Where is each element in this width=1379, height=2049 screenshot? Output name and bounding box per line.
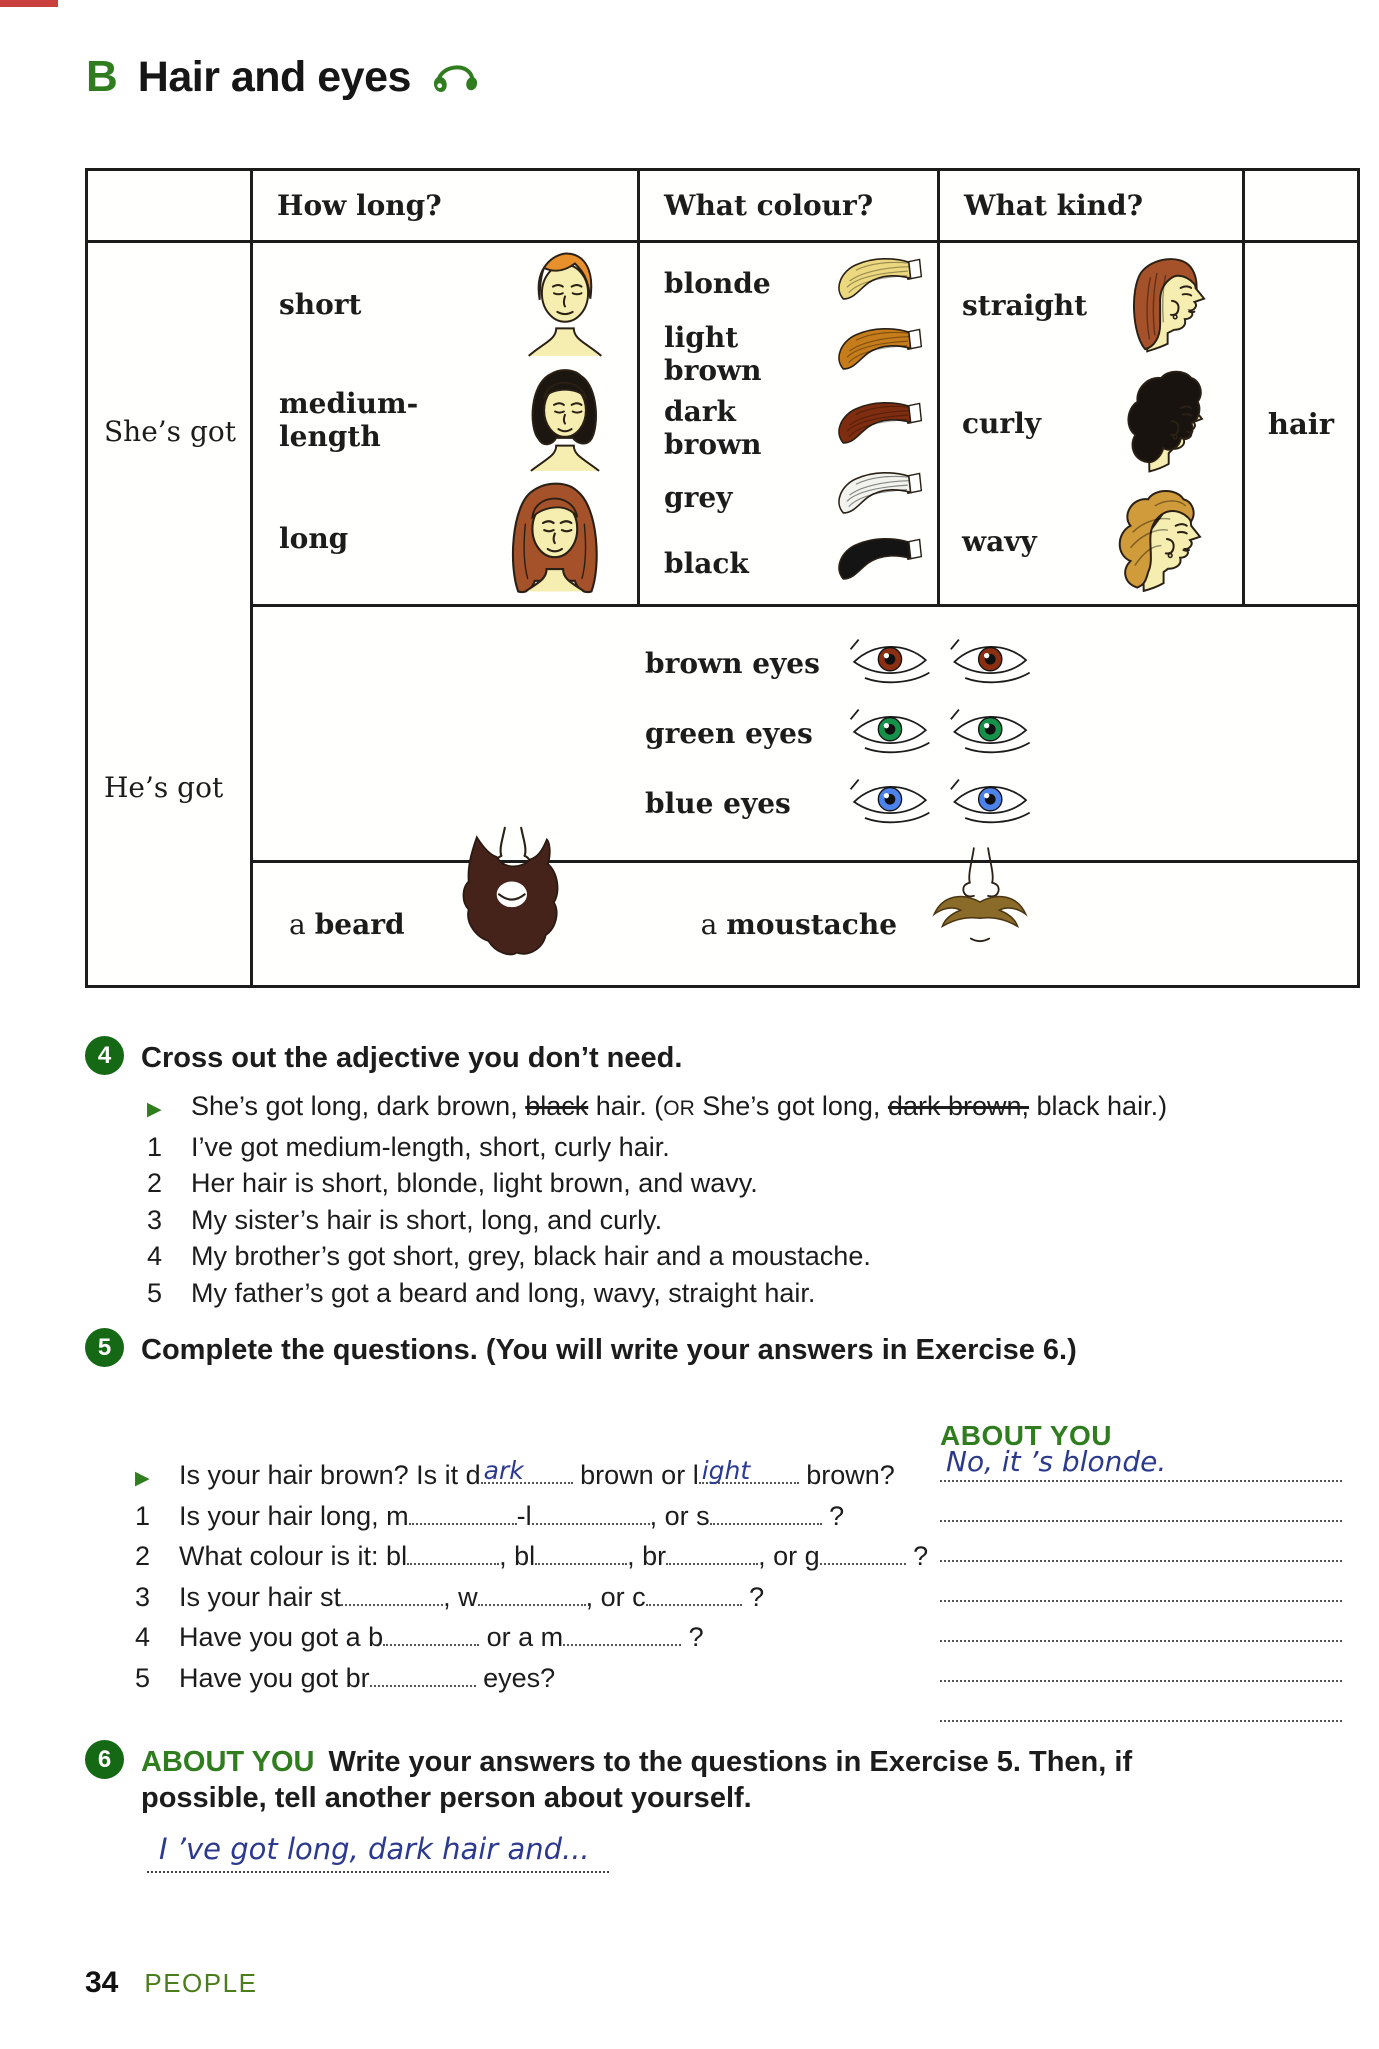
example-triangle-icon: ▶ xyxy=(147,1099,162,1120)
beard-illustration xyxy=(443,819,583,984)
fill-blank[interactable] xyxy=(820,1541,906,1565)
beard-label: a beard xyxy=(289,907,405,941)
colour-label-blonde: blonde xyxy=(664,267,771,301)
exercise-4-item-2: 2 Her hair is short, blonde, light brown, and wavy. xyxy=(147,1165,1305,1202)
kind-label-curly: curly xyxy=(962,406,1042,440)
question-text: Is your hair long, m -l , or s ? xyxy=(179,1500,845,1531)
scan-artifact xyxy=(0,0,58,7)
fill-blank[interactable] xyxy=(535,1541,627,1565)
exercise-4-title: Cross out the adjective you don’t need. xyxy=(141,1042,683,1074)
face-long-hair-illustration xyxy=(483,477,629,600)
colour-row-dark-brown xyxy=(664,395,927,461)
page-number: 34 xyxy=(85,1966,119,1999)
exercise-6-badge: 6 xyxy=(85,1740,124,1779)
fill-blank[interactable] xyxy=(409,1501,517,1525)
question-4: 4 Have you got a b or a m ? xyxy=(135,1622,704,1652)
column-what-kind xyxy=(940,243,1245,607)
handwritten-answer: No, it ’s blonde. xyxy=(946,1445,1167,1478)
item-text: My sister’s hair is short, long, and curly. xyxy=(191,1204,663,1235)
exercise-6-title: ABOUT YOU Write your answers to the questions in Exercise 5. Then, if possible, tell another person about yourself. xyxy=(141,1746,1133,1814)
fill-blank[interactable] xyxy=(341,1582,443,1606)
length-label-long: long xyxy=(279,522,349,555)
fill-blank[interactable] xyxy=(710,1501,822,1525)
face-medium-hair-illustration xyxy=(501,362,629,477)
fill-blank[interactable] xyxy=(699,1456,799,1485)
exercise-4-item-1: 1 I’ve got medium-length, short, curly hair. xyxy=(147,1129,1305,1166)
section-footer-label: PEOPLE xyxy=(144,1968,258,1998)
table-header-what-kind: What kind? xyxy=(940,171,1245,243)
exercise-5 xyxy=(85,1328,1379,1738)
item-text: I’ve got medium-length, short, curly hair. xyxy=(191,1131,670,1162)
section-letter: B xyxy=(86,52,118,101)
headphones-icon xyxy=(431,57,479,98)
kind-row-wavy xyxy=(962,483,1232,600)
fill-blank[interactable] xyxy=(370,1663,476,1687)
facial-hair-section xyxy=(253,863,1357,985)
vocab-table xyxy=(85,168,1360,988)
fill-blank[interactable] xyxy=(563,1622,681,1646)
answer-line-example[interactable] xyxy=(940,1442,1342,1482)
exercise-4-item-5: 5 My father’s got a beard and long, wavy, straight hair. xyxy=(147,1275,1305,1312)
answer-line-3[interactable] xyxy=(940,1562,1342,1602)
page-footer xyxy=(85,1966,257,2000)
colour-label-dark-brown: dark brown xyxy=(664,394,762,461)
question-text: Is your hair brown? Is it d ark brown or l ight brown? xyxy=(179,1456,895,1490)
handwritten-answer: I ’ve got long, dark hair and... xyxy=(159,1832,590,1866)
exercise-6-header xyxy=(85,1740,1265,1816)
hair-column-label: hair xyxy=(1245,243,1357,607)
crossed-out-phrase: dark brown, xyxy=(887,1091,1029,1121)
kind-label-wavy: wavy xyxy=(962,524,1037,558)
face-short-hair-illustration xyxy=(501,247,629,362)
answer-line-1[interactable] xyxy=(940,1482,1342,1522)
eye-row-blue xyxy=(645,775,1357,832)
exercise-4 xyxy=(85,1036,1305,1311)
colour-row-black xyxy=(664,535,927,592)
fill-blank[interactable] xyxy=(666,1541,758,1565)
exercise-4-item-4: 4 My brother’s got short, grey, black hair and a moustache. xyxy=(147,1238,1305,1275)
question-example xyxy=(135,1456,935,1501)
eyes-section xyxy=(253,607,1357,863)
hair-swatch-blonde xyxy=(835,255,927,312)
table-header-empty xyxy=(1245,171,1357,243)
exercise-4-item-3: 3 My sister’s hair is short, long, and curly. xyxy=(147,1202,1305,1239)
question-text: Is your hair st , w , or c ? xyxy=(179,1581,765,1612)
question-text: Have you got a b or a m ? xyxy=(179,1622,704,1652)
exercise-4-badge: 4 xyxy=(85,1036,124,1075)
table-header-how-long: How long? xyxy=(253,171,640,243)
exercise-5-badge: 5 xyxy=(85,1328,124,1367)
profile-straight-hair-illustration xyxy=(1114,247,1232,364)
row-label-column xyxy=(88,243,253,985)
profile-curly-hair-illustration xyxy=(1114,365,1232,482)
colour-row-grey xyxy=(664,469,927,526)
table-header-what-colour: What colour? xyxy=(640,171,940,243)
colour-label-light-brown: light brown xyxy=(664,320,762,387)
table-corner-cell xyxy=(88,171,253,243)
colour-row-light-brown xyxy=(664,321,927,387)
colour-label-grey: grey xyxy=(664,481,733,515)
answer-line-2[interactable] xyxy=(940,1522,1342,1562)
question-text: What colour is it: bl , bl , br , or g ? xyxy=(179,1541,929,1571)
page-title xyxy=(86,52,479,102)
eyes-illustration-brown xyxy=(847,635,1035,692)
hair-swatch-dark-brown xyxy=(835,399,927,456)
eyes-label-green: green eyes xyxy=(645,717,813,750)
length-label-medium: medium-length xyxy=(279,386,419,453)
eye-row-green xyxy=(645,705,1357,762)
fill-blank[interactable] xyxy=(383,1622,479,1646)
kind-label-straight: straight xyxy=(962,289,1088,323)
exercise-4-example xyxy=(147,1088,1305,1129)
kind-row-curly xyxy=(962,365,1232,482)
column-how-long xyxy=(253,243,640,607)
column-what-colour xyxy=(640,243,940,607)
item-text: My brother’s got short, grey, black hair and a moustache. xyxy=(191,1241,871,1271)
item-text: Her hair is short, blonde, light brown, and wavy. xyxy=(191,1168,758,1198)
hair-swatch-grey xyxy=(835,469,927,526)
eyes-label-blue: blue eyes xyxy=(645,787,791,820)
length-row-short xyxy=(279,247,629,362)
or-label: OR xyxy=(663,1097,695,1120)
about-you-answers xyxy=(940,1442,1342,1722)
exercise-5-header xyxy=(85,1328,1379,1368)
row-label-hes-got: He’s got xyxy=(104,771,224,804)
length-row-medium xyxy=(279,362,629,477)
hair-swatch-light-brown xyxy=(835,325,927,382)
eye-row-brown xyxy=(645,635,1357,692)
answer-line-6[interactable] xyxy=(940,1682,1342,1722)
eyes-illustration-blue xyxy=(847,775,1035,832)
exercise-6 xyxy=(85,1740,1265,1873)
profile-wavy-hair-illustration xyxy=(1104,483,1232,600)
question-text: Have you got br eyes? xyxy=(179,1662,556,1693)
moustache-illustration xyxy=(921,832,1043,977)
crossed-out-word: black xyxy=(525,1091,589,1121)
question-3: 3 Is your hair st , w , or c ? xyxy=(135,1581,765,1612)
example-triangle-icon: ▶ xyxy=(135,1468,150,1489)
moustache-label: a moustache xyxy=(700,907,898,941)
answer-line-5[interactable] xyxy=(940,1642,1342,1682)
fill-blank[interactable] xyxy=(532,1501,650,1525)
item-text: My father’s got a beard and long, wavy, straight hair. xyxy=(191,1277,816,1308)
about-you-heading: ABOUT YOU xyxy=(940,1420,1112,1451)
fill-blank[interactable] xyxy=(407,1541,499,1565)
handwritten-word: ark xyxy=(483,1456,524,1485)
kind-row-straight xyxy=(962,247,1232,364)
colour-label-black: black xyxy=(664,546,749,580)
exercise-6-answer-line[interactable] xyxy=(147,1832,609,1873)
exercise-4-header xyxy=(85,1036,1305,1076)
fill-blank[interactable] xyxy=(481,1456,573,1485)
exercise-5-title: Complete the questions. (You will write your answers in Exercise 6.) xyxy=(141,1334,1077,1366)
fill-blank[interactable] xyxy=(478,1582,586,1606)
example-sentence: She’s got long, dark brown, black hair. (OR She’s got long, dark brown, black hair.) xyxy=(191,1091,1168,1121)
row-label-shes-got: She’s got xyxy=(104,415,236,448)
handwritten-word: ight xyxy=(701,1456,751,1485)
about-you-inline-label: ABOUT YOU xyxy=(141,1746,315,1778)
question-1: 1 Is your hair long, m -l , or s ? xyxy=(135,1500,845,1531)
page-title-text: Hair and eyes xyxy=(137,52,411,101)
eyes-label-brown: brown eyes xyxy=(645,647,820,680)
eyes-illustration-green xyxy=(847,705,1035,762)
length-label-short: short xyxy=(279,288,362,321)
answer-line-4[interactable] xyxy=(940,1602,1342,1642)
colour-row-blonde xyxy=(664,255,927,312)
exercise-4-list xyxy=(147,1088,1305,1311)
hair-swatch-black xyxy=(835,535,927,592)
exercise-5-questions xyxy=(135,1456,935,1703)
length-row-long xyxy=(279,477,629,600)
question-5: 5 Have you got br eyes? xyxy=(135,1662,556,1693)
fill-blank[interactable] xyxy=(646,1582,742,1606)
question-2: 2 What colour is it: bl , bl , br , or g ? xyxy=(135,1541,929,1571)
